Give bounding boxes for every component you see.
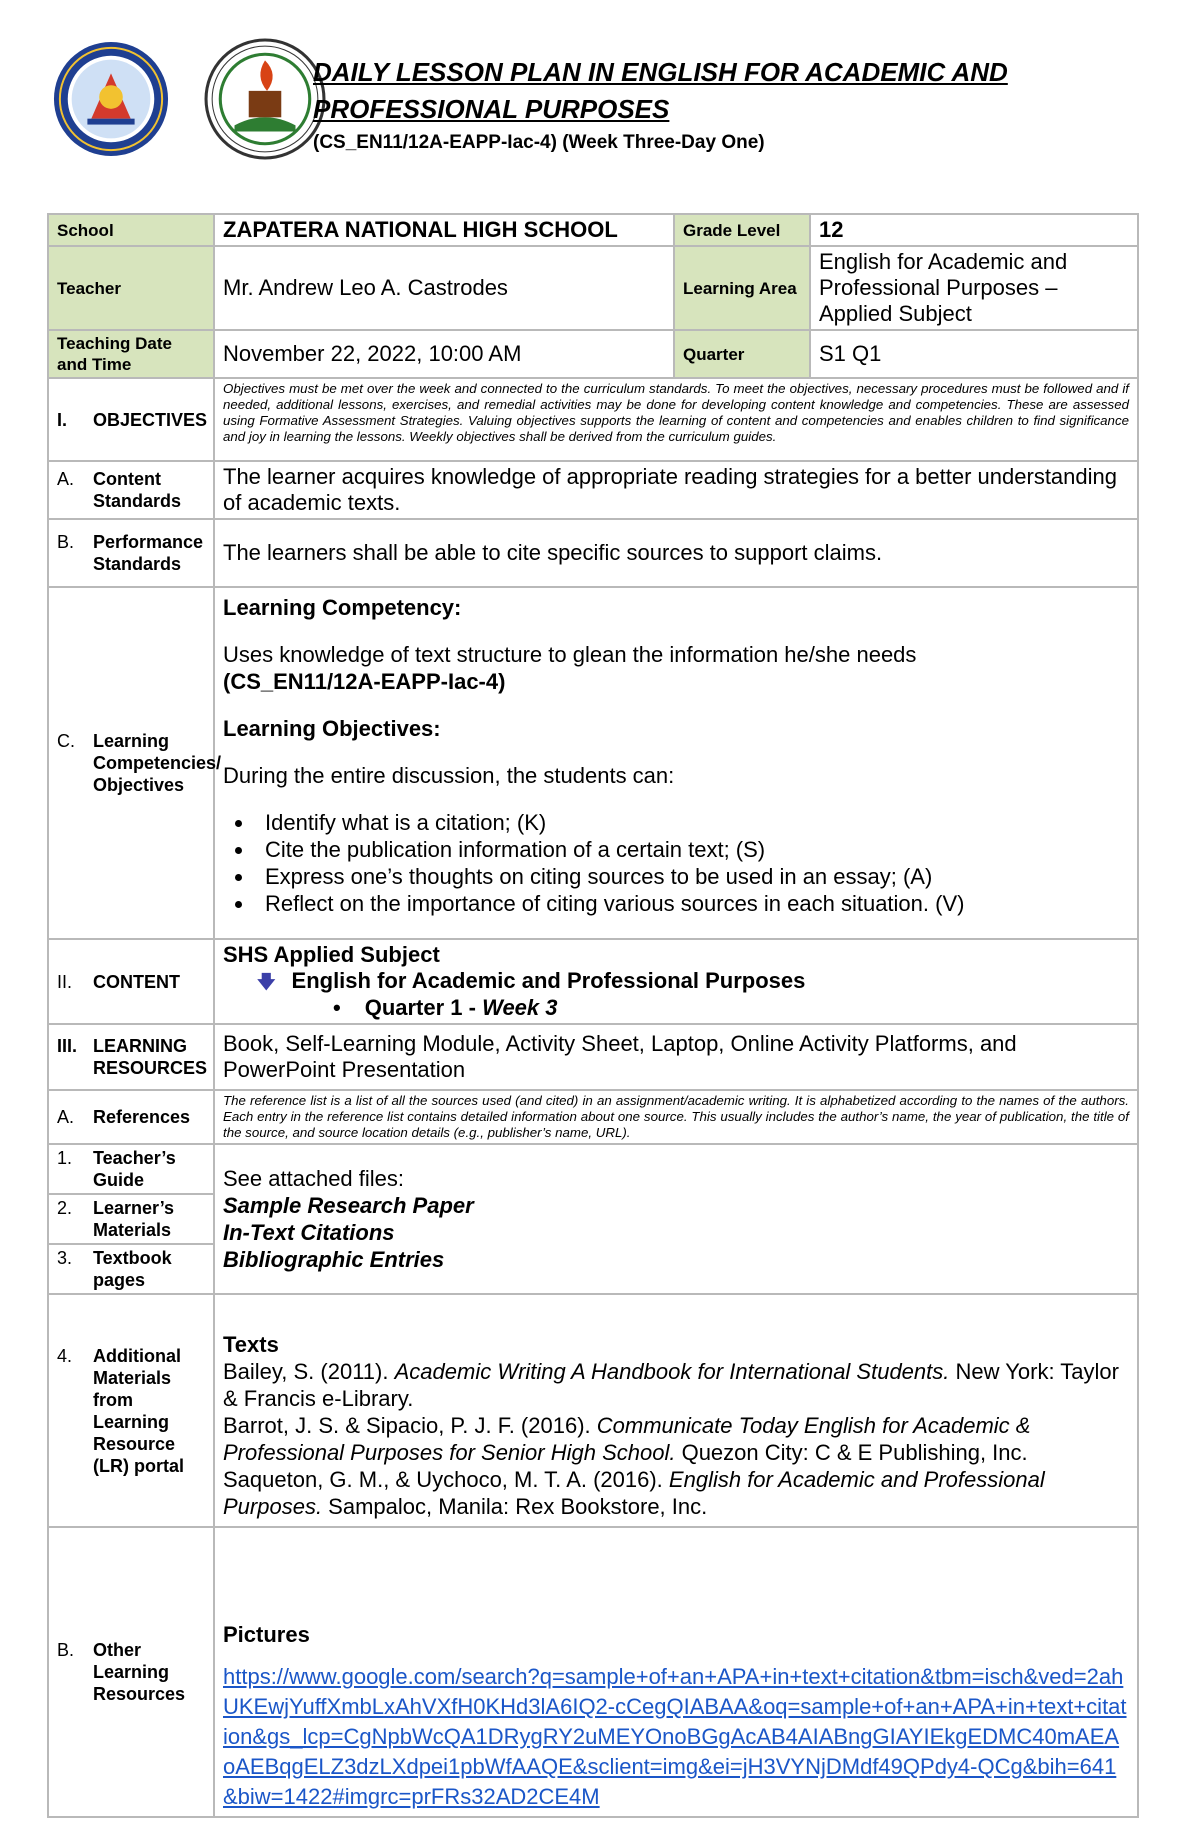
performance-standards-text: The learners shall be able to cite specific sources to support claims. [214, 519, 1138, 587]
learning-competency-text: Uses knowledge of text structure to glean the information he/she needs [223, 642, 917, 667]
learner-materials-label-cell [48, 1194, 214, 1244]
arrow-down-icon: 🡇 [257, 972, 276, 992]
list-item: • Identify what is a citation; (K) [255, 809, 1129, 836]
competency-code: (CS_EN11/12A-EAPP-Iac-4) [313, 132, 557, 153]
other-resources-row [48, 1527, 1138, 1817]
content-line-2: English for Academic and Professional Purposes [291, 968, 806, 993]
section-number: I. [57, 409, 68, 430]
content-row [48, 939, 1138, 1024]
teacher-row [48, 246, 1138, 330]
section-number: C. [57, 731, 75, 751]
reference-entry [223, 1466, 1129, 1520]
resources-text: Book, Self-Learning Module, Activity Sheet, Laptop, Online Activity Platforms, and PowerPoint Presentation [214, 1024, 1138, 1090]
competencies-label: Learning Competencies/ Objectives [93, 731, 222, 795]
reference-publisher: Sampaloc, Manila: Rex Bookstore, Inc. [322, 1494, 708, 1519]
learning-objectives-heading: Learning Objectives: [223, 716, 441, 741]
document-subtitle [313, 132, 765, 154]
learning-objectives-intro: During the entire discussion, the students can: [223, 763, 675, 788]
competencies-row [48, 587, 1138, 939]
document-header [0, 0, 1200, 200]
performance-standards-label: Performance Standards [93, 532, 204, 574]
attached-file: In-Text Citations [223, 1220, 395, 1245]
other-resources-label: Other Learning Resources [93, 1640, 186, 1704]
objectives-label-cell [48, 378, 214, 461]
content-line-3-wrap [223, 995, 1129, 1021]
reference-title: Communicate Today English for Academic & Professional Purposes for Senior High School. [223, 1413, 1031, 1465]
pictures-link[interactable]: https://www.google.com/search?q=sample+of+an+APA+in+text+citation&tbm=isch&ved=2ahUKEwjYuffXmbLxAhVXfH0KHd3lA6IQ2-cCegQIABAA&oq=sample+of+an+APA+in+text+citation&gs_lcp=CgNpbWcQA1DRygRY2uMEYOnoBGgAcAB4AIABngGIAYIEkgEDMC40mAEAoAEBqgELZ3dzLXdpei1pbWfAAQE&sclient=img&ei=jH3VYNjDMdf49QPdy4-QCg&bih=641&biw=1422#imgrc=prFRs32AD2CE4M [223, 1664, 1127, 1809]
bullet-icon: • [333, 995, 341, 1020]
attached-file: Sample Research Paper [223, 1193, 474, 1218]
textbook-pages-label-cell [48, 1244, 214, 1294]
school-value: ZAPATERA NATIONAL HIGH SCHOOL [214, 214, 674, 246]
list-item: • Reflect on the importance of citing various sources in each situation. (V) [255, 890, 1129, 917]
performance-standards-label-cell [48, 519, 214, 587]
objectives-row [48, 378, 1138, 461]
quarter-label: Quarter [674, 330, 810, 378]
school-label: School [48, 214, 214, 246]
content-line-2-wrap [223, 968, 1129, 995]
additional-materials-label-cell [48, 1294, 214, 1527]
week-day: (Week Three-Day One) [556, 132, 765, 153]
reference-publisher: New York: Taylor & Francis e-Library. [223, 1359, 1119, 1411]
content-standards-row [48, 461, 1138, 519]
document-title: DAILY LESSON PLAN IN ENGLISH FOR ACADEMIC AND PROFESSIONAL PURPOSES [313, 57, 1008, 124]
section-number: 3. [57, 1248, 73, 1268]
section-number: III. [57, 1036, 78, 1056]
grade-label: Grade Level [674, 214, 810, 246]
objectives-note: Objectives must be met over the week and connected to the curriculum standards. To meet the objectives, necessary procedures must be followed and if needed, additional lessons, exercises, and remedial activities may be done for developing content knowledge and competencies. These are assessed using Formative Assessment Strategies. Valuing objectives supports the learning of content and competencies and enables children to find significance and joy in learning the lessons. Weekly objectives shall be derived from the curriculum guides. [214, 378, 1138, 461]
references-label: References [93, 1107, 191, 1127]
additional-materials-row [48, 1294, 1138, 1527]
section-number: II. [57, 971, 73, 992]
attached-files-intro: See attached files: [223, 1166, 405, 1191]
area-value: English for Academic and Professional Purposes – Applied Subject [810, 246, 1138, 330]
competencies-cell [214, 587, 1138, 939]
other-resources-cell [214, 1527, 1138, 1817]
section-number: 1. [57, 1148, 73, 1168]
pictures-heading: Pictures [223, 1622, 310, 1647]
teacher-guide-label: Teacher’s Guide [93, 1148, 176, 1190]
content-line-1: SHS Applied Subject [223, 942, 440, 967]
teacher-label: Teacher [48, 246, 214, 330]
reference-title: English for Academic and Professional Purposes. [223, 1467, 1045, 1519]
performance-standards-row [48, 519, 1138, 587]
references-label-cell [48, 1090, 214, 1144]
references-row [48, 1090, 1138, 1144]
school-row [48, 214, 1138, 246]
content-line-3b: Week 3 [482, 995, 558, 1020]
section-number: A. [57, 1107, 75, 1127]
resources-row [48, 1024, 1138, 1090]
reference-publisher: Quezon City: C & E Publishing, Inc. [675, 1440, 1028, 1465]
school-seal-icon [204, 38, 326, 160]
resources-label: LEARNING RESOURCES [93, 1036, 208, 1078]
section-number: 2. [57, 1198, 73, 1218]
attached-files-cell [214, 1144, 1138, 1294]
learner-materials-label: Learner’s Materials [93, 1198, 175, 1240]
objectives-label: OBJECTIVES [93, 409, 208, 430]
date-label: Teaching Date and Time [48, 330, 214, 378]
content-label: CONTENT [93, 971, 180, 992]
list-item: • Cite the publication information of a certain text; (S) [255, 836, 1129, 863]
lesson-plan-table [47, 213, 1139, 1818]
reference-entry [223, 1358, 1129, 1412]
quarter-value: S1 Q1 [810, 330, 1138, 378]
teacher-guide-label-cell [48, 1144, 214, 1194]
content-cell [214, 939, 1138, 1024]
grade-value: 12 [810, 214, 1138, 246]
date-row [48, 330, 1138, 378]
learning-competency-heading: Learning Competency: [223, 595, 462, 620]
content-line-3a: Quarter 1 - [364, 995, 483, 1020]
additional-materials-label: Additional Materials from Learning Resource (LR) portal [93, 1345, 184, 1476]
content-standards-label-cell [48, 461, 214, 519]
reference-author: Barrot, J. S. & Sipacio, P. J. F. (2016). [223, 1413, 597, 1438]
content-label-cell [48, 939, 214, 1024]
deped-seal-icon [52, 40, 170, 158]
references-note: The reference list is a list of all the sources used (and cited) in an assignment/academic writing. It is alphabetized according to the names of the authors. Each entry in the reference list contains detailed information about one source. This usually includes the author’s name, the year of publication, the title of the source, and source location details (e.g., publisher’s name, URL). [214, 1090, 1138, 1144]
other-resources-label-cell [48, 1527, 214, 1817]
reference-author: Bailey, S. (2011). [223, 1359, 395, 1384]
content-standards-label: Content Standards [93, 469, 182, 511]
reference-author: Saqueton, G. M., & Uychoco, M. T. A. (2016). [223, 1467, 669, 1492]
guide-row-1 [48, 1144, 1138, 1194]
section-number: A. [57, 469, 75, 489]
reference-title: Academic Writing A Handbook for International Students. [394, 1359, 950, 1384]
area-label: Learning Area [674, 246, 810, 330]
content-standards-text: The learner acquires knowledge of appropriate reading strategies for a better understanding of academic texts. [214, 461, 1138, 519]
textbook-pages-label: Textbook pages [93, 1248, 172, 1290]
list-item: • Express one’s thoughts on citing sources to be used in an essay; (A) [255, 863, 1129, 890]
date-value: November 22, 2022, 10:00 AM [214, 330, 674, 378]
learning-competency-code: (CS_EN11/12A-EAPP-Iac-4) [223, 669, 506, 694]
teacher-value: Mr. Andrew Leo A. Castrodes [214, 246, 674, 330]
attached-file: Bibliographic Entries [223, 1247, 445, 1272]
section-number: B. [57, 1640, 75, 1660]
section-number: B. [57, 532, 75, 552]
objectives-list [223, 809, 1129, 917]
additional-materials-cell [214, 1294, 1138, 1527]
texts-heading: Texts [223, 1332, 279, 1357]
resources-label-cell [48, 1024, 214, 1090]
section-number: 4. [57, 1345, 73, 1366]
reference-entry [223, 1412, 1129, 1466]
competencies-label-cell [48, 587, 222, 939]
